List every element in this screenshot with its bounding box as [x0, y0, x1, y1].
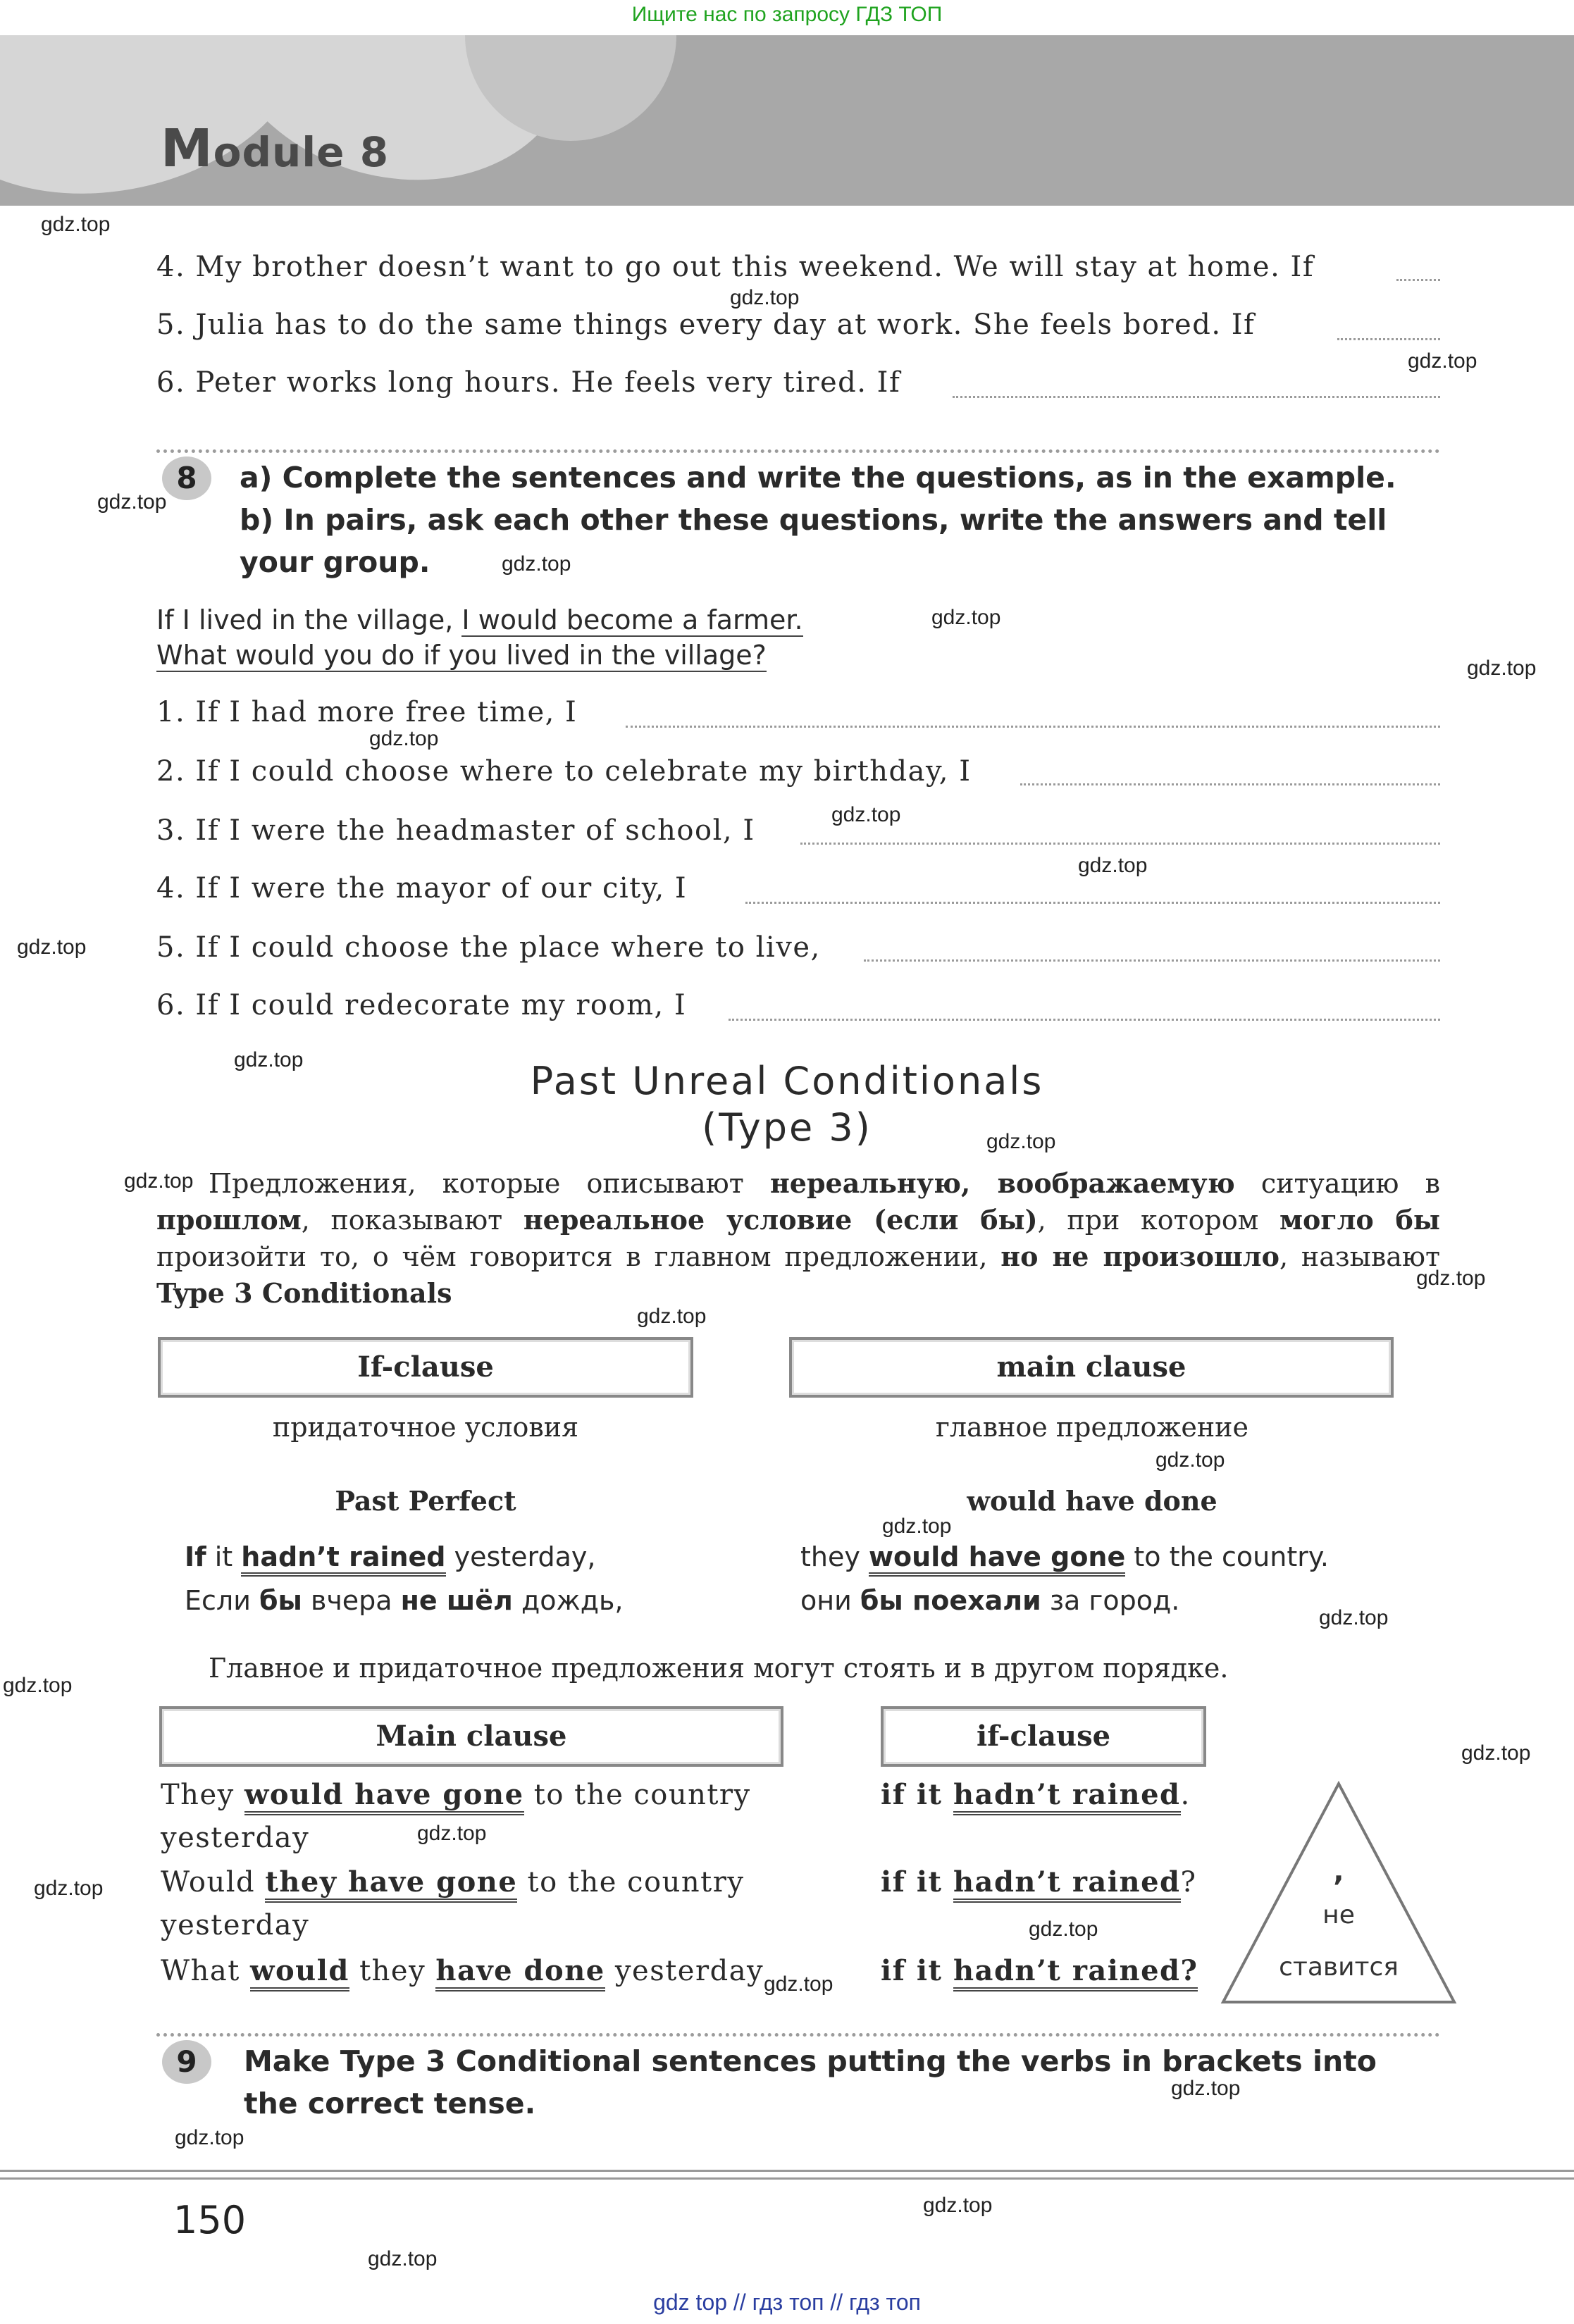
watermark-text: gdz.top: [234, 1048, 304, 1071]
answer-line[interactable]: [626, 726, 1440, 728]
if-clause-box: if-clause: [881, 1706, 1206, 1767]
watermark-text: gdz.top: [34, 1877, 104, 1900]
watermark-text: gdz.top: [1461, 1741, 1531, 1765]
watermark-text: gdz.top: [986, 1130, 1056, 1153]
watermark-text: gdz.top: [1029, 1918, 1098, 1941]
watermark-text: gdz.top: [1416, 1267, 1486, 1290]
watermark-text: gdz.top: [369, 727, 439, 750]
triangle-text-line1: не: [1322, 1901, 1355, 1930]
watermark-text: gdz.top: [97, 490, 167, 514]
answer-line[interactable]: [729, 1019, 1440, 1021]
section-divider: [156, 449, 1440, 453]
example-sentence: If I lived in the village, I would become a farmer.: [156, 604, 803, 635]
order-note: Главное и придаточное предложения могут стоять и в другом порядке.: [209, 1653, 1229, 1684]
main-clause-box: main clause: [789, 1337, 1394, 1398]
answer-line[interactable]: [864, 959, 1440, 962]
page-bottom-rule: [0, 2170, 1574, 2180]
watermark-text: gdz.top: [1171, 2077, 1241, 2100]
watermark-text: gdz.top: [417, 1822, 487, 1845]
watermark-text: gdz.top: [1155, 1448, 1225, 1472]
answer-line[interactable]: [1396, 279, 1440, 281]
example-row-main: Would they have gone to the country: [161, 1865, 744, 1899]
example-row-if: if it hadn’t rained.: [881, 1778, 1191, 1811]
exercise8-item: 3. If I were the headmaster of school, I: [156, 814, 755, 847]
answer-line[interactable]: [953, 396, 1440, 398]
main-clause-box: Main clause: [159, 1706, 783, 1767]
main-clause-russian: главное предложение: [935, 1412, 1248, 1443]
exercise8-item: 4. If I were the mayor of our city, I: [156, 872, 688, 905]
main-clause-tense: would have done: [967, 1485, 1217, 1517]
watermark-text: gdz.top: [1319, 1606, 1389, 1629]
watermark-text: gdz.top: [923, 2194, 993, 2217]
exercise8-item: 5. If I could choose the place where to live,: [156, 931, 821, 964]
example-row-if: if it hadn’t rained?: [881, 1954, 1198, 1987]
answer-line[interactable]: [745, 902, 1440, 904]
exercise7-item: 5. Julia has to do the same things every day at work. She feels bored. If: [156, 309, 1256, 341]
if-clause-tense: Past Perfect: [335, 1485, 516, 1517]
example-row-main-cont: yesterday: [161, 1822, 310, 1854]
watermark-text: gdz.top: [1408, 349, 1477, 373]
exercise8-instruction: a) Complete the sentences and write the questions, as in the example. b) In pairs, ask each other these questions, write the answers and tell your group.: [240, 461, 1396, 579]
exercise7-item: 4. My brother doesn’t want to go out this weekend. We will stay at home. If: [156, 251, 1315, 283]
watermark-text: gdz.top: [41, 213, 111, 236]
watermark-text: gdz.top: [175, 2126, 244, 2149]
top-banner-note: Ищите нас по запросу ГДЗ ТОП: [631, 3, 943, 26]
triangle-text-line2: ставится: [1279, 1953, 1399, 1982]
module-title: Module 8: [161, 118, 390, 179]
watermark-text: gdz.top: [637, 1305, 707, 1328]
if-clause-box: If-clause: [158, 1337, 693, 1398]
example-question: What would you do if you lived in the village?: [156, 640, 767, 671]
page-number: 150: [173, 2198, 247, 2242]
watermark-text: gdz.top: [931, 606, 1001, 629]
watermark-text: gdz.top: [17, 936, 87, 959]
example-if-russian: Если бы вчера не шёл дождь,: [185, 1585, 624, 1616]
exercise-number-badge: 8: [162, 456, 211, 500]
answer-line[interactable]: [1337, 338, 1440, 340]
exercise7-item: 6. Peter works long hours. He feels very tired. If: [156, 366, 901, 399]
example-row-main-cont: yesterday: [161, 1909, 310, 1941]
answer-line[interactable]: [1020, 783, 1440, 785]
watermark-text: gdz.top: [1078, 854, 1148, 877]
example-row-main: What would they have done yesterday: [161, 1954, 764, 1987]
example-main-russian: они бы поехали за город.: [800, 1585, 1180, 1616]
watermark-text: gdz.top: [882, 1515, 952, 1538]
watermark-text: gdz.top: [764, 1972, 834, 1996]
watermark-text: gdz.top: [831, 803, 901, 826]
watermark-text: gdz.top: [1467, 657, 1537, 680]
exercise8-item: 6. If I could redecorate my room, I: [156, 989, 687, 1021]
footer-links: gdz top // гдз топ // гдз топ: [653, 2289, 921, 2315]
example-row-main: They would have gone to the country: [161, 1778, 751, 1811]
answer-line[interactable]: [800, 843, 1440, 845]
example-main-english: they would have gone to the country.: [800, 1541, 1329, 1572]
watermark-text: gdz.top: [730, 286, 800, 309]
watermark-text: gdz.top: [502, 552, 571, 576]
example-if-english: If it hadn’t rained yesterday,: [185, 1541, 595, 1572]
watermark-text: gdz.top: [368, 2247, 438, 2270]
exercise9-instruction: Make Type 3 Conditional sentences putting the verbs in brackets into the correct tense.: [244, 2044, 1377, 2120]
watermark-text: gdz.top: [3, 1674, 73, 1697]
watermark-text: gdz.top: [124, 1169, 194, 1193]
triangle-comma: ,: [1333, 1856, 1344, 1888]
section-divider: [156, 2033, 1440, 2037]
exercise-number-badge: 9: [162, 2040, 211, 2084]
exercise8-item: 2. If I could choose where to celebrate my birthday, I: [156, 755, 972, 788]
exercise8-item: 1. If I had more free time, I: [156, 696, 578, 728]
grammar-explanation: Предложения, которые описывают нереальную, воображаемую ситуацию в прошлом, показывают нереальное условие (если бы), при котором могло бы произойти то, о чём говорится в главном предложении, но не произошло, называют Type 3 Conditionals: [156, 1167, 1441, 1309]
example-row-if: if it hadn’t rained?: [881, 1865, 1196, 1899]
if-clause-russian: придаточное условия: [272, 1412, 579, 1443]
grammar-title: Past Unreal Conditionals (Type 3): [530, 1059, 1044, 1150]
